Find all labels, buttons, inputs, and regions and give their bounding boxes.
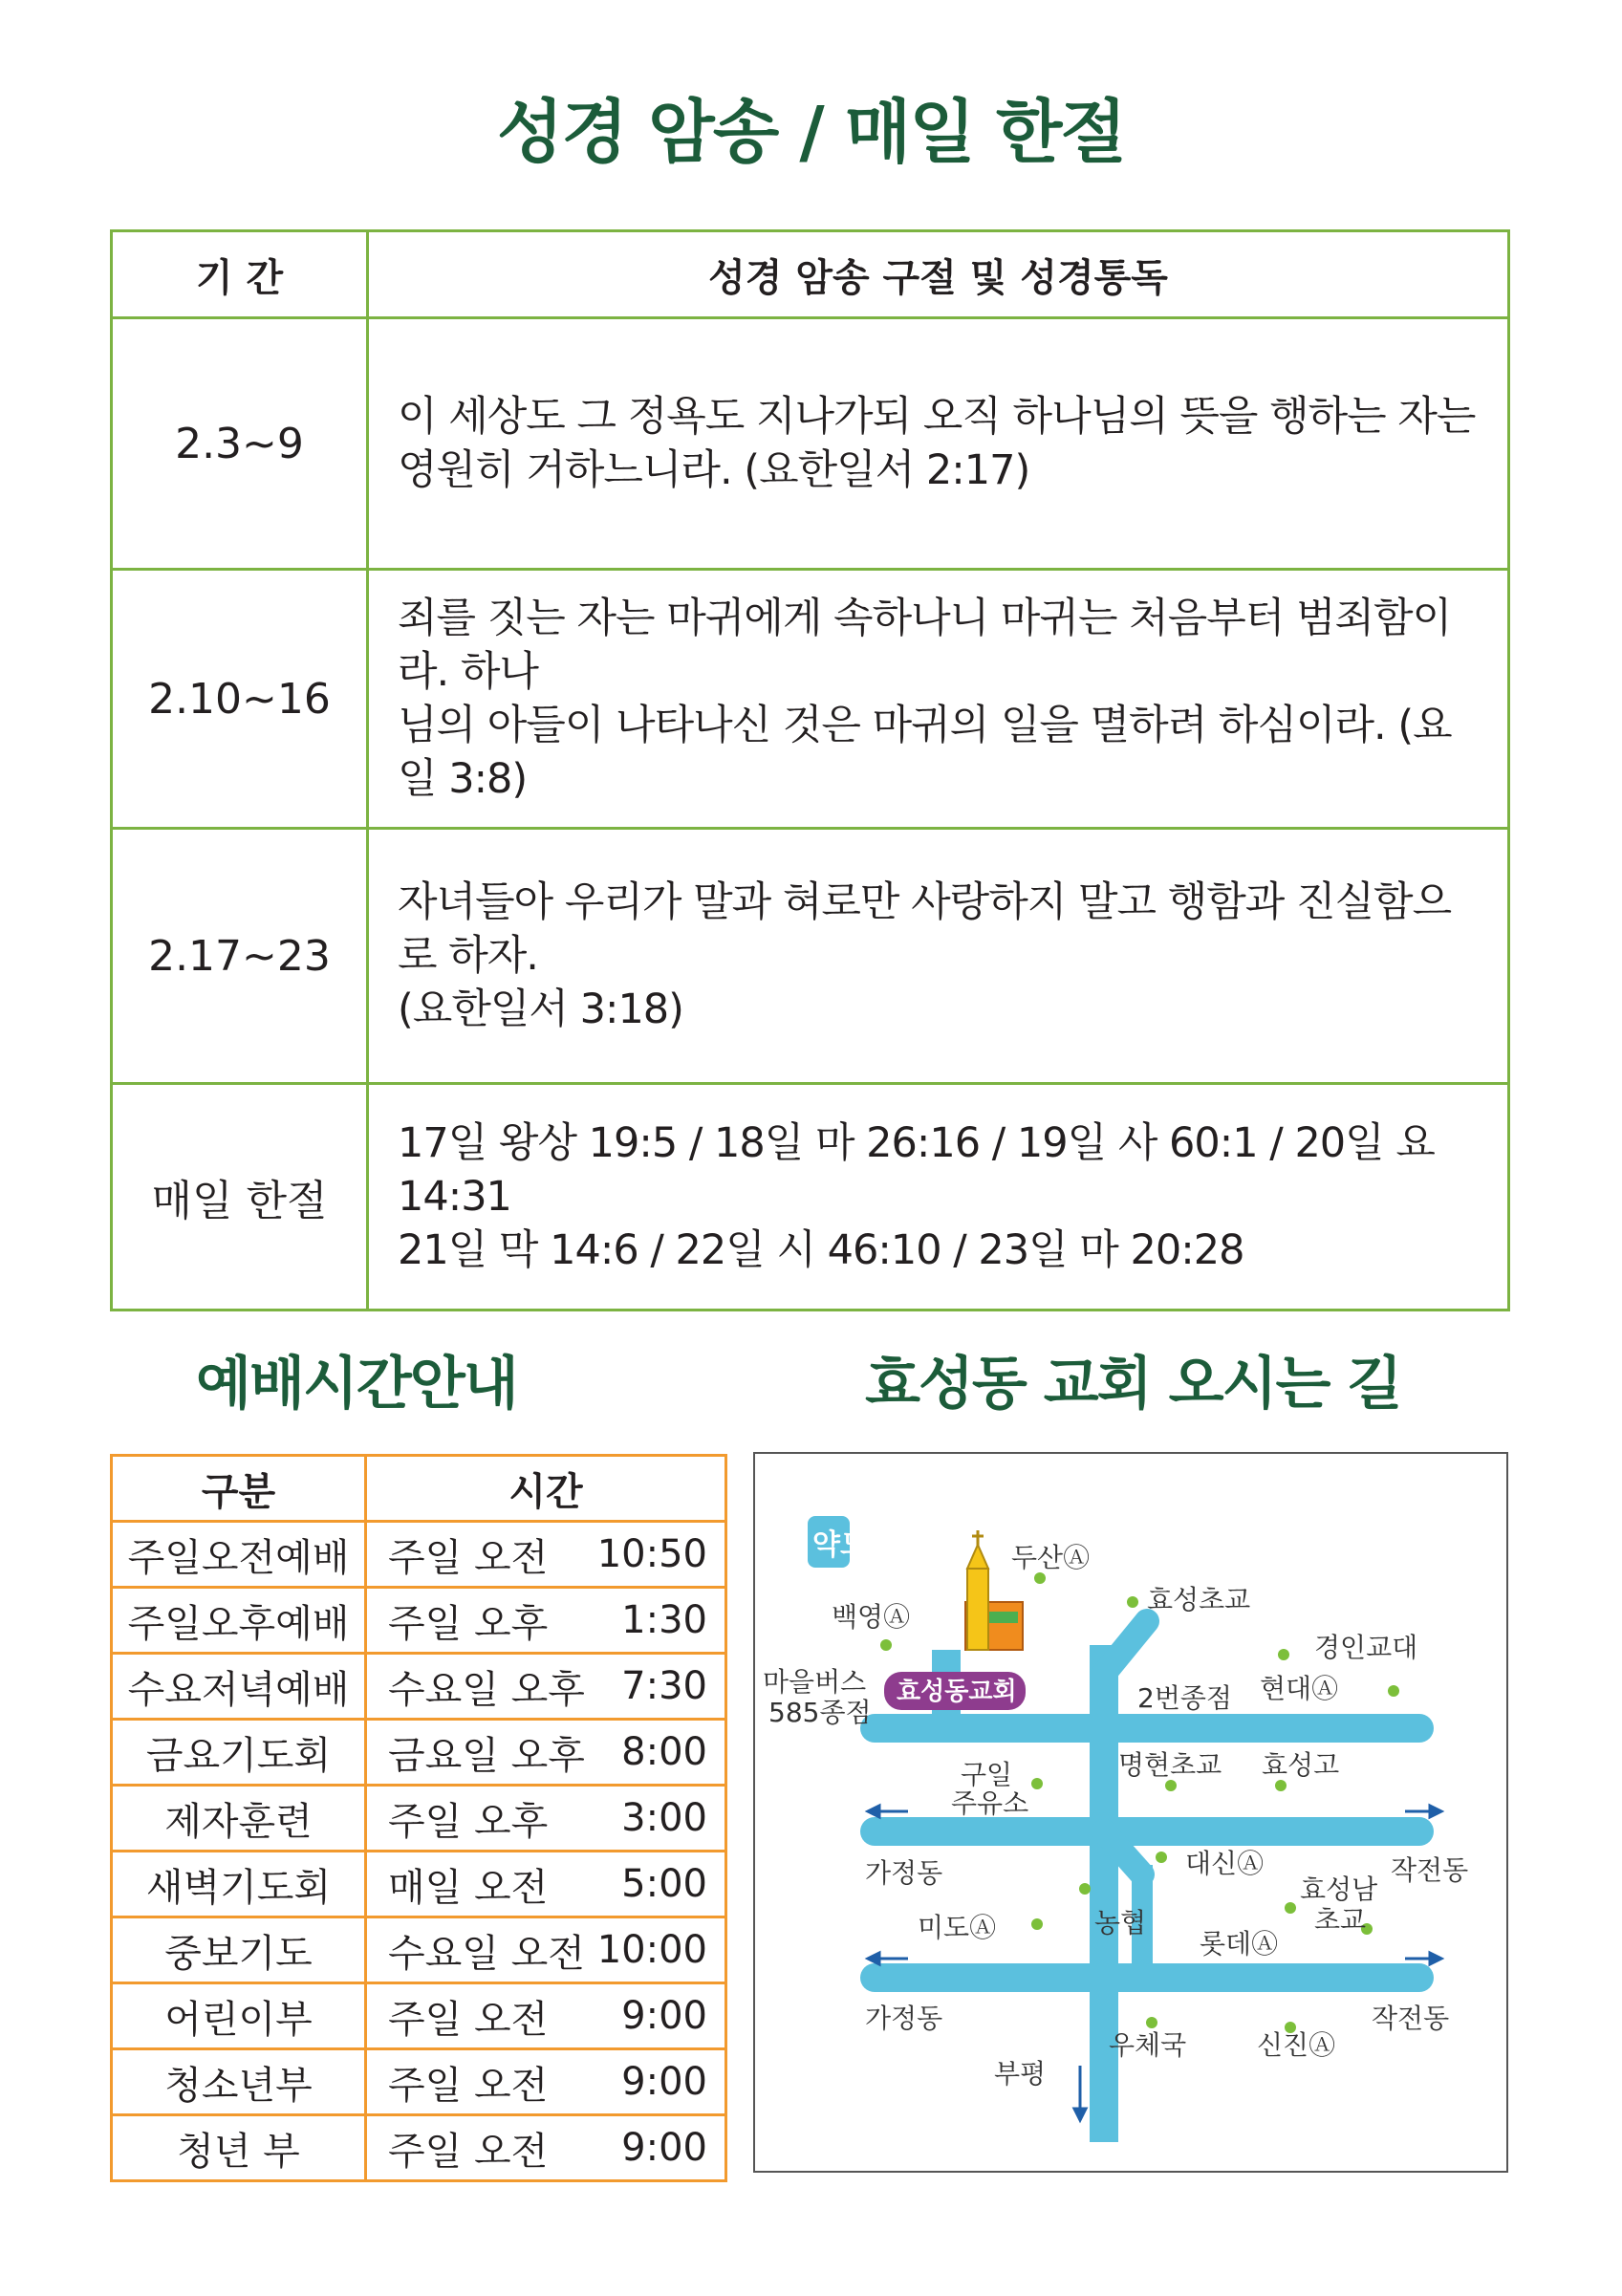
map-label: 우체국: [1109, 2029, 1187, 2061]
service-name: 수요저녁예배: [112, 1654, 366, 1720]
verse-cell: [368, 318, 1509, 570]
map-drawing: [755, 1454, 1506, 2171]
service-time: 10:50: [596, 1532, 707, 1576]
service-time: 9:00: [621, 1994, 707, 2038]
verse-table: [110, 229, 1510, 1311]
map-label: 롯데Ⓐ: [1200, 1928, 1279, 1960]
map-label: 마을버스: [763, 1666, 867, 1698]
verse-line: 영원히 거하느니라. (요한일서 2:17): [398, 446, 1030, 494]
arrow-left-icon: [868, 1806, 879, 1817]
map-label: 미도Ⓐ: [918, 1912, 997, 1943]
table-row: [112, 570, 1509, 829]
service-name: 새벽기도회: [112, 1852, 366, 1917]
service-day: 주일 오전: [388, 2063, 549, 2108]
table-row: [112, 1588, 726, 1654]
verse-table-header: [112, 231, 1509, 318]
period-cell: 2.10~16: [112, 570, 368, 829]
service-day: 주일 오전: [388, 1997, 549, 2042]
map-label: 부평: [994, 2058, 1047, 2090]
landmark-dot: [1285, 1902, 1296, 1914]
map-label: 현대Ⓐ: [1260, 1673, 1339, 1704]
map-label: 효성고: [1262, 1749, 1340, 1781]
service-time-cell: [366, 1720, 726, 1786]
arrow-right-icon: [1430, 1806, 1441, 1817]
verse-line: 님의 아들이 나타나신 것은 마귀의 일을 멸하려 하심이라. (요일 3:8): [398, 702, 1452, 803]
table-row: [112, 1852, 726, 1917]
service-name: 주일오전예배: [112, 1522, 366, 1588]
service-time-cell: [366, 1654, 726, 1720]
service-day: 금요일 오후: [388, 1733, 585, 1778]
map-label: 효성초교: [1147, 1584, 1251, 1615]
worship-schedule-title: 예배시간안내: [196, 1351, 517, 1418]
map-label: 작전동: [1391, 1854, 1469, 1886]
verse-line: 죄를 짓는 자는 마귀에게 속하나니 마귀는 처음부터 범죄함이라. 하나: [398, 595, 1452, 696]
service-name: 제자훈련: [112, 1786, 366, 1852]
period-cell: 매일 한절: [112, 1084, 368, 1310]
map-label: 신진Ⓐ: [1257, 2029, 1336, 2061]
church-label: 효성동교회: [897, 1678, 1017, 1706]
service-time: 7:30: [621, 1664, 707, 1708]
landmark-dot: [1031, 1778, 1043, 1789]
service-day: 주일 오후: [388, 1799, 549, 1844]
category-header: 구분: [112, 1456, 366, 1522]
verse-line: 21일 막 14:6 / 22일 시 46:10 / 23일 마 20:28: [398, 1226, 1244, 1274]
arrow-left-icon: [868, 1953, 879, 1964]
landmark-dot: [1146, 2017, 1157, 2028]
service-day: 주일 오전: [388, 1535, 549, 1580]
map-label: 명현초교: [1118, 1749, 1222, 1781]
landmark-dot: [1275, 1780, 1287, 1791]
map-label: 가정동: [865, 2003, 943, 2034]
church-tower: [967, 1569, 988, 1650]
service-name: 청소년부: [112, 2049, 366, 2115]
direction-arrows: [868, 1806, 1441, 2120]
landmark-dot: [1278, 1649, 1289, 1660]
landmark-dot: [1031, 1918, 1043, 1930]
legend-word: 약도: [812, 1528, 868, 1562]
landmark-dot: [1079, 1883, 1091, 1895]
service-day: 주일 오전: [388, 2129, 549, 2174]
service-day: 주일 오후: [388, 1601, 549, 1646]
service-time: 8:00: [621, 1730, 707, 1774]
service-name: 주일오후예배: [112, 1588, 366, 1654]
map-label: 백영Ⓐ: [832, 1601, 911, 1633]
service-time-cell: [366, 1786, 726, 1852]
table-row: [112, 1983, 726, 2049]
map-label: 작전동: [1372, 2003, 1450, 2034]
map-label: 585종점: [768, 1697, 872, 1728]
map-label: 가정동: [865, 1857, 943, 1889]
service-name: 중보기도: [112, 1917, 366, 1983]
service-name: 어린이부: [112, 1983, 366, 2049]
service-day: 매일 오전: [388, 1865, 549, 1910]
road-middle: [860, 1817, 1434, 1846]
service-time: 9:00: [621, 2060, 707, 2104]
service-time-cell: [366, 1917, 726, 1983]
table-row: [112, 1654, 726, 1720]
road-vertical: [1090, 1645, 1118, 2142]
page-title: 성경 암송 / 매일 한절: [497, 92, 1125, 172]
road-diagonal-upper: [1104, 1621, 1147, 1674]
church-location-map: [753, 1452, 1508, 2173]
map-label: 농협: [1094, 1907, 1147, 1939]
worship-schedule-table: [110, 1454, 727, 2182]
service-time: 1:30: [621, 1598, 707, 1642]
service-time-cell: [366, 1588, 726, 1654]
map-label: 두산Ⓐ: [1011, 1542, 1091, 1573]
service-time: 3:00: [621, 1796, 707, 1840]
table-row: [112, 1084, 1509, 1310]
verse-line: 자녀들아 우리가 말과 혀로만 사랑하지 말고 행함과 진실함으로 하자.: [398, 878, 1452, 980]
worship-table-header: [112, 1456, 726, 1522]
table-row: [112, 2115, 726, 2181]
landmark-dot: [1156, 1852, 1167, 1863]
map-label: 주유소: [951, 1787, 1029, 1819]
table-row: [112, 1522, 726, 1588]
verse-line: (요한일서 3:18): [398, 986, 683, 1033]
map-label: 초교: [1314, 1904, 1367, 1936]
landmark-dot: [1127, 1596, 1138, 1608]
map-label: 효성남: [1300, 1874, 1378, 1905]
table-row: [112, 2049, 726, 2115]
service-name: 청년 부: [112, 2115, 366, 2181]
landmark-dot: [1388, 1685, 1399, 1697]
arrow-right-icon: [1430, 1953, 1441, 1964]
map-label: 2번종점: [1137, 1682, 1232, 1714]
service-time-cell: [366, 2049, 726, 2115]
service-time-cell: [366, 2115, 726, 2181]
period-header: 기 간: [112, 231, 368, 318]
verse-cell: [368, 829, 1509, 1084]
time-header: 시간: [366, 1456, 726, 1522]
service-time-cell: [366, 1983, 726, 2049]
church-spire: [967, 1545, 988, 1569]
landmark-dot: [1034, 1572, 1046, 1584]
service-day: 수요일 오후: [388, 1667, 585, 1712]
table-row: [112, 1917, 726, 1983]
service-time-cell: [366, 1852, 726, 1917]
directions-title: 효성동 교회 오시는 길: [865, 1351, 1401, 1418]
verse-cell: [368, 1084, 1509, 1310]
verse-cell: [368, 570, 1509, 829]
service-time: 10:00: [596, 1928, 707, 1972]
table-row: [112, 1786, 726, 1852]
landmark-dot: [880, 1639, 892, 1651]
verse-header: 성경 암송 구절 및 성경통독: [368, 231, 1509, 318]
map-label: 대신Ⓐ: [1185, 1848, 1265, 1879]
period-cell: 2.3~9: [112, 318, 368, 570]
verse-line: 이 세상도 그 정욕도 지나가되 오직 하나님의 뜻을 행하는 자는: [398, 393, 1476, 441]
table-row: [112, 318, 1509, 570]
landmark-dot: [1165, 1780, 1177, 1791]
verse-line: 17일 왕상 19:5 / 18일 마 26:16 / 19일 사 60:1 / 20일 요 14:31: [398, 1119, 1435, 1221]
map-label: 구일: [961, 1759, 1013, 1790]
table-row: [112, 829, 1509, 1084]
map-label: 경인교대: [1314, 1632, 1418, 1663]
table-row: [112, 1720, 726, 1786]
service-name: 금요기도회: [112, 1720, 366, 1786]
service-time-cell: [366, 1522, 726, 1588]
period-cell: 2.17~23: [112, 829, 368, 1084]
service-time: 5:00: [621, 1862, 707, 1906]
arrow-down-icon: [1074, 2109, 1086, 2120]
service-time: 9:00: [621, 2126, 707, 2170]
service-day: 수요일 오전: [388, 1931, 585, 1976]
